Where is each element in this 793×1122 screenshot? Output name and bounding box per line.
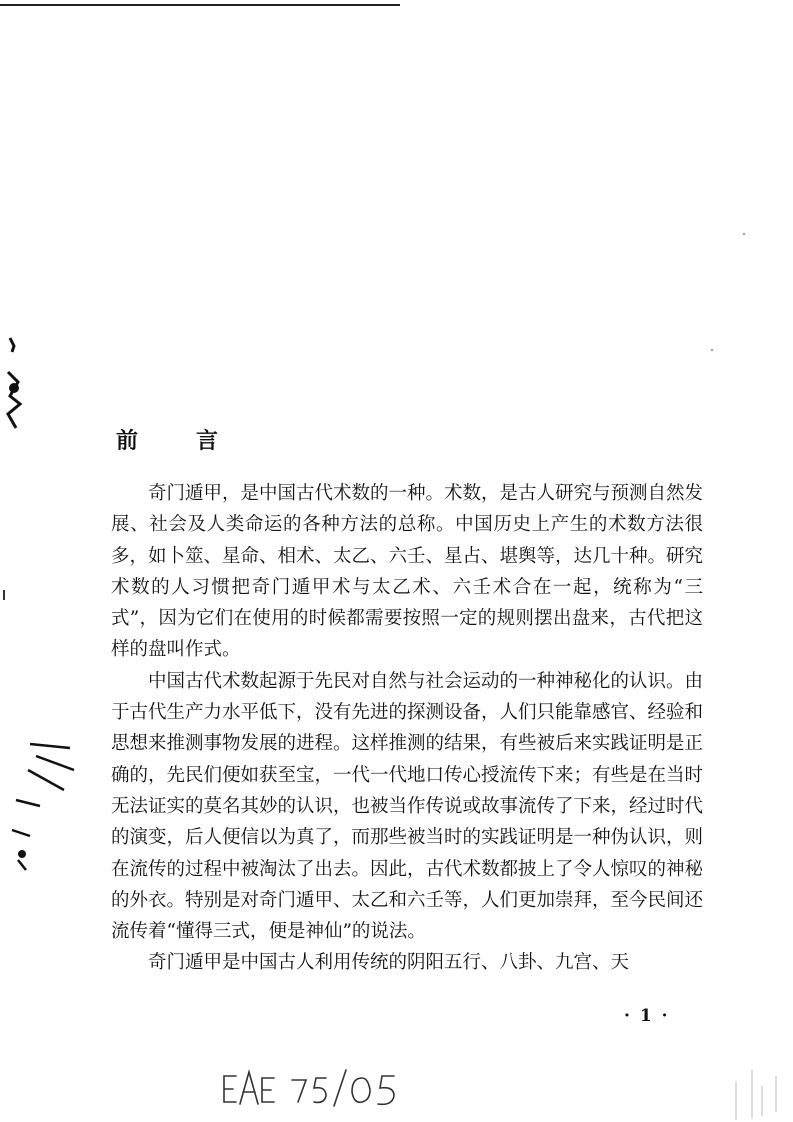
- paragraph-3: 奇门遁甲是中国古人利用传统的阴阳五行、八卦、九宫、天: [148, 952, 630, 974]
- binding-dot: [9, 383, 19, 393]
- handwritten-catalog-note: [222, 1066, 402, 1110]
- preface-body: [111, 478, 703, 979]
- paragraph-1: 奇门遁甲，是中国古代术数的一种。术数，是古人研究与预测自然发展、社会及人类命运的各种方法的总称。中国历史上产生的术数方法很多，如卜筮、星命、相术、太乙、六壬、星占、堪舆等，达几十种。研究术数的人习惯把奇门遁甲术与太乙术、六壬术合在一起，统称为“三式”，因为它们在使用的时候都需要按照一定的规则摆出盘来，古代把这样的盘叫作式。: [111, 483, 704, 661]
- page-heading: [116, 424, 218, 455]
- heading-char-1: 前: [116, 428, 139, 454]
- binding-dot-lower: [18, 850, 26, 858]
- page-number: · 1 ·: [624, 1006, 670, 1026]
- heading-char-2: 言: [196, 428, 219, 454]
- paragraph-2: 中国古代术数起源于先民对自然与社会运动的一种神秘化的认识。由于古代生产力水平低下，没有先进的探测设备，人们只能靠感官、经验和思想来推测事物发展的进程。这样推测的结果，有些被后来实践证明是正确的，先民们便如获至宝，一代一代地口传心授流传下来；有些是在当时无法证实的莫名其妙的认识，也被当作传说或故事流传了下来，经过时代的演变，后人便信以为真了，而那些被当时的实践证明是一种伪认识，则在流传的过程中被淘汰了出去。因此，古代术数都披上了令人惊叹的神秘的外衣。特别是对奇门遁甲、太乙和六壬等，人们更加崇拜，至今民间还流传着“懂得三式，便是神仙”的说法。: [111, 670, 704, 943]
- speck: [743, 233, 745, 235]
- corner-scan-lines: [736, 1070, 776, 1120]
- speck: [711, 349, 713, 351]
